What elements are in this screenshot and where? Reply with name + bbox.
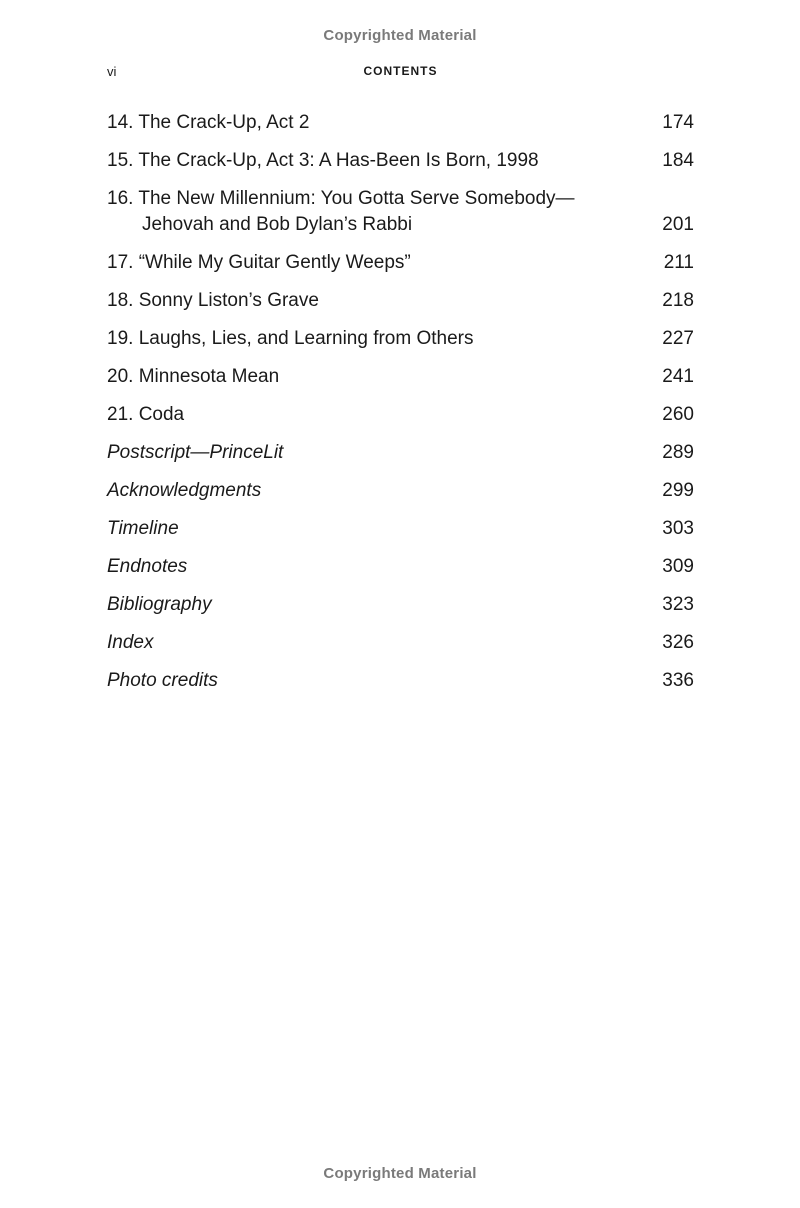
toc-entry — [107, 186, 694, 238]
toc-entry-title — [107, 364, 279, 390]
toc-entry-page-number: 323 — [662, 594, 694, 615]
toc-entry-title-line: Timeline — [107, 518, 179, 539]
toc-entry — [107, 516, 694, 542]
toc-entry — [107, 478, 694, 504]
toc-entry-title — [107, 288, 319, 314]
toc-entry-page-number: 218 — [662, 290, 694, 311]
toc-entry-title-line: Bibliography — [107, 594, 212, 615]
toc-entry-title — [107, 668, 218, 694]
toc-entry-title-line: Postscript—PrinceLit — [107, 442, 284, 463]
page-folio: vi — [107, 64, 117, 79]
toc-entry-title — [107, 516, 179, 542]
toc-entry-page-number: 184 — [662, 150, 694, 171]
toc-entry-title-line: 18. Sonny Liston’s Grave — [107, 290, 319, 311]
section-title: CONTENTS — [363, 64, 438, 78]
toc-entry-title-line: 14. The Crack-Up, Act 2 — [107, 112, 310, 133]
toc-entry — [107, 554, 694, 580]
running-head — [107, 64, 694, 80]
toc-entry-title-line: 16. The New Millennium: You Gotta Serve Somebody— — [107, 188, 575, 209]
toc-entry-title — [107, 402, 184, 428]
table-of-contents — [107, 110, 694, 706]
toc-entry-page-number: 299 — [662, 480, 694, 501]
toc-entry-title-line: 17. “While My Guitar Gently Weeps” — [107, 252, 411, 273]
toc-entry — [107, 630, 694, 656]
toc-entry-page-number: 227 — [662, 328, 694, 349]
toc-entry — [107, 288, 694, 314]
toc-entry-title — [107, 186, 575, 238]
toc-entry-page-number: 201 — [662, 214, 694, 235]
toc-entry-title — [107, 148, 539, 174]
toc-entry-page-number: 174 — [662, 112, 694, 133]
toc-entry-page-number: 289 — [662, 442, 694, 463]
toc-entry-title — [107, 250, 411, 276]
toc-entry-page-number: 211 — [663, 252, 694, 273]
toc-entry — [107, 364, 694, 390]
toc-entry-page-number: 326 — [662, 632, 694, 653]
toc-entry — [107, 440, 694, 466]
toc-entry-title — [107, 326, 474, 352]
watermark-bottom: Copyrighted Material — [323, 1165, 477, 1182]
toc-entry-title — [107, 630, 153, 656]
toc-entry-page-number: 309 — [662, 556, 694, 577]
toc-entry — [107, 668, 694, 694]
toc-entry — [107, 592, 694, 618]
toc-entry-page-number: 336 — [662, 670, 694, 691]
toc-entry-title-line: Acknowledgments — [107, 480, 262, 501]
toc-entry — [107, 148, 694, 174]
toc-entry-page-number: 241 — [662, 366, 694, 387]
toc-entry-title — [107, 554, 187, 580]
toc-entry-page-number: 260 — [662, 404, 694, 425]
toc-entry — [107, 250, 694, 276]
toc-entry-title-line: 15. The Crack-Up, Act 3: A Has-Been Is Born, 1998 — [107, 150, 539, 171]
toc-entry-title-line: Jehovah and Bob Dylan’s Rabbi — [142, 214, 413, 235]
toc-entry — [107, 326, 694, 352]
toc-entry-title-line: Endnotes — [107, 556, 188, 577]
toc-entry-title — [107, 440, 283, 466]
watermark-top: Copyrighted Material — [323, 27, 477, 44]
toc-entry-page-number: 303 — [662, 518, 694, 539]
toc-entry-title — [107, 478, 261, 504]
toc-entry-title-line: Index — [107, 632, 154, 653]
toc-entry-title-line: 20. Minnesota Mean — [107, 366, 280, 387]
toc-entry — [107, 110, 694, 136]
toc-entry — [107, 402, 694, 428]
toc-entry-title-line: 21. Coda — [107, 404, 185, 425]
toc-entry-title-line: 19. Laughs, Lies, and Learning from Others — [107, 328, 474, 349]
toc-entry-title — [107, 110, 309, 136]
toc-entry-title-line: Photo credits — [107, 670, 218, 691]
toc-entry-title — [107, 592, 212, 618]
